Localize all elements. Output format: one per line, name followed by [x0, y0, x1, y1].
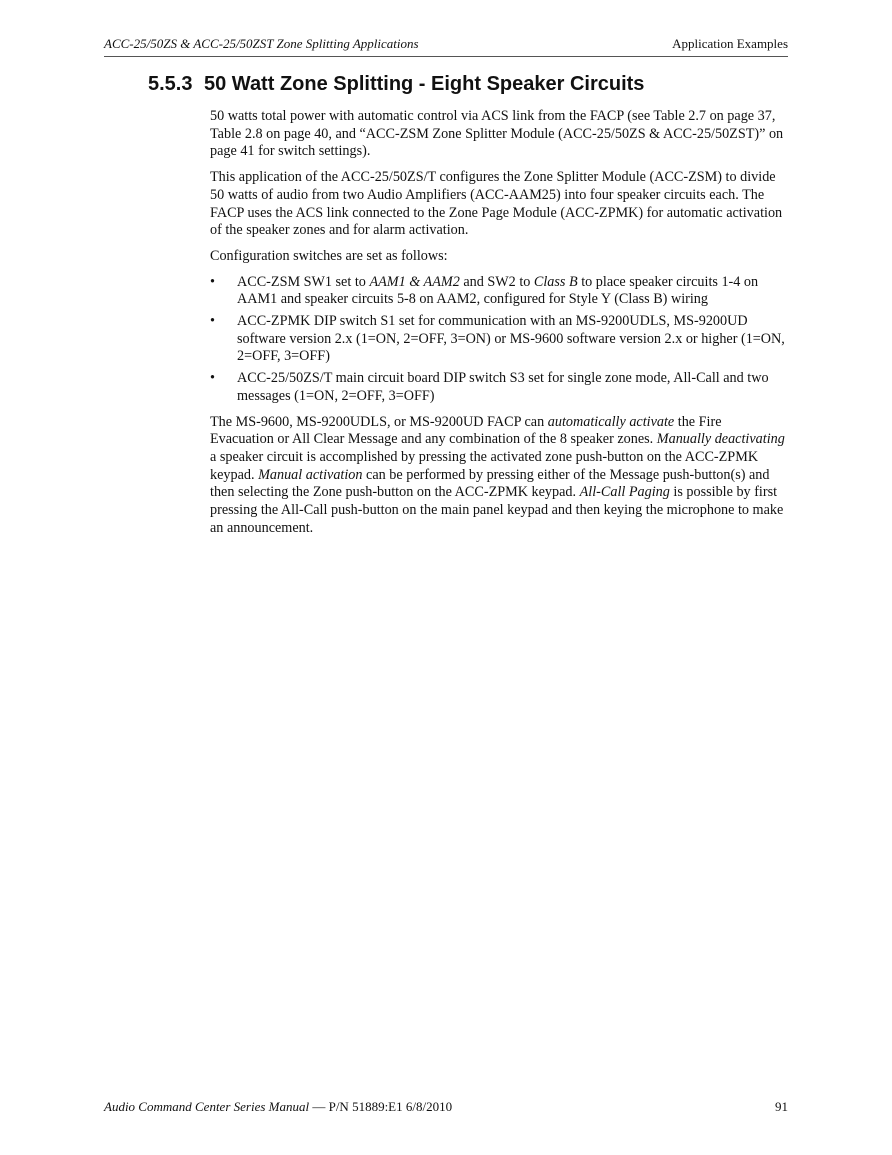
text-run: and SW2 to	[459, 273, 534, 290]
emphasis-text: Manually deactivating	[656, 431, 785, 448]
body-text	[210, 108, 788, 545]
text-run: ACC-ZSM SW1 set to	[237, 273, 370, 290]
bullet-marker: •	[210, 313, 215, 330]
config-switch-list	[210, 274, 788, 406]
footer-part-number: — P/N 51889:E1 6/8/2010	[309, 1099, 453, 1114]
list-item	[210, 274, 788, 309]
bullet-marker: •	[210, 273, 215, 290]
footer-manual-info	[104, 1099, 452, 1115]
page-number: 91	[775, 1099, 788, 1114]
text-run: is possible by first pressing the All-Call push-button on the main panel keypad and then keying the microphone to make an announcement.	[210, 484, 784, 536]
emphasis-text: All-Call Paging	[579, 484, 670, 501]
section-title: 50 Watt Zone Splitting - Eight Speaker Circuits	[204, 73, 645, 95]
text-run: can be performed by pressing either of the Message push-button(s) and then selecting the Zone push-button on the ACC-ZPMK keypad.	[210, 466, 770, 501]
text-run: to place speaker circuits 1-4 on AAM1 and speaker circuits 5-8 on AAM2, configured for Style Y (Class B) wiring	[237, 273, 759, 308]
text-run: ACC-ZPMK DIP switch S1 set for communication with an MS-9200UDLS, MS-9200UD software version 2.x (1=ON, 2=OFF, 3=ON) or MS-9600 software version 2.x or higher (1=ON, 2=OFF, 3=OFF)	[237, 313, 785, 365]
text-run: the Fire Evacuation or All Clear Message and any combination of the 8 speaker zones.	[210, 413, 722, 448]
text-run: a speaker circuit is accomplished by pressing the activated zone push-button on the ACC-ZPMK keypad.	[210, 448, 759, 483]
header-document-title: ACC-25/50ZS & ACC-25/50ZST Zone Splitting Applications	[104, 36, 419, 51]
config-intro-paragraph: Configuration switches are set as follows:	[210, 247, 448, 264]
bullet-marker: •	[210, 370, 215, 387]
list-item	[210, 370, 788, 405]
emphasis-text: AAM1 & AAM2	[369, 273, 460, 290]
text-run: ACC-25/50ZS/T main circuit board DIP switch S3 set for single zone mode, All-Call and two messages (1=ON, 2=OFF, 3=OFF)	[237, 370, 769, 404]
emphasis-text: automatically activate	[547, 413, 675, 430]
running-footer	[104, 1099, 788, 1119]
list-item	[210, 313, 788, 366]
activation-paragraph	[210, 414, 788, 538]
footer-manual-title: Audio Command Center Series Manual	[104, 1099, 310, 1114]
application-paragraph: This application of the ACC-25/50ZS/T configures the Zone Splitter Module (ACC-ZSM) to divide 50 watts of audio from two Audio Amplifiers (ACC-AAM25) into four speaker circuits each. The FACP uses the ACS link connected to the Zone Page Module (ACC-ZPMK) for automatic activation of the speaker zones and for alarm activation.	[210, 169, 783, 239]
section-number: 5.5.3	[148, 73, 193, 95]
intro-paragraph: 50 watts total power with automatic control via ACS link from the FACP (see Table 2.7 on page 37, Table 2.8 on page 40, and “ACC-ZSM Zone Splitter Module (ACC-25/50ZS & ACC-25/50ZST)” on page 41 for switch settings).	[210, 108, 784, 160]
emphasis-text: Manual activation	[258, 466, 363, 483]
running-header	[104, 36, 788, 57]
section-heading	[148, 73, 644, 96]
text-run: The MS-9600, MS-9200UDLS, or MS-9200UD FACP can	[210, 413, 548, 430]
emphasis-text: Class B	[533, 273, 578, 290]
header-chapter-title: Application Examples	[672, 36, 788, 51]
